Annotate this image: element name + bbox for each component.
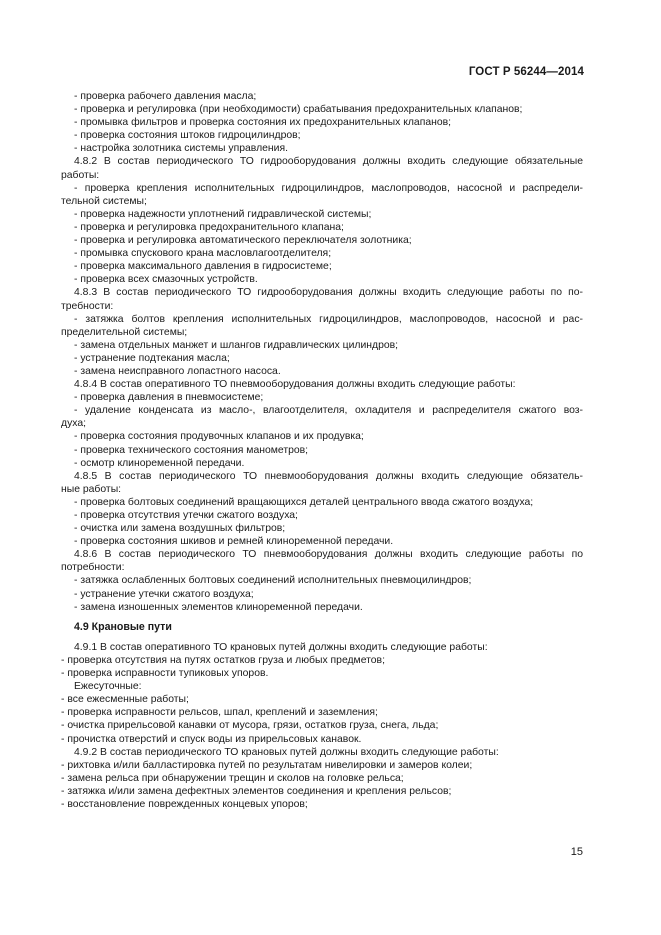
text-line: - все ежесменные работы; — [61, 694, 189, 706]
text-line: - проверка надежности уплотнений гидравлической системы; — [74, 208, 372, 220]
document-body — [61, 90, 583, 811]
text-line: - замена отдельных манжет и шлангов гидравлических цилиндров; — [74, 339, 399, 351]
text-line: пределительной системы; — [61, 326, 188, 338]
text-line: - затяжка и/или замена дефектных элементов соединения и крепления рельсов; — [61, 785, 452, 797]
text-line: - проверка отсутствия утечки сжатого воздуха; — [74, 510, 298, 521]
text-line: - проверка давления в пневмосистеме; — [74, 392, 264, 404]
text-line: - устранение подтекания масла; — [74, 352, 230, 364]
text-line: - промывка фильтров и проверка состояния их предохранительных клапанов; — [74, 117, 452, 129]
text-line: - проверка исправности рельсов, шпал, креплений и заземления; — [61, 707, 378, 719]
text-line: 4.9.2 В состав периодического ТО крановых путей должны входить следующие работы: — [74, 746, 499, 758]
text-line: 4.8.6 В состав периодического ТО пневмооборудования должны входить следующие работы по — [74, 549, 583, 561]
text-line: - удаление конденсата из масло-, влагоотделителя, охладителя и распределителя сжатого воз- — [74, 405, 583, 417]
text-line: - проверка и регулировка (при необходимости) срабатывания предохранительных клапанов; — [74, 104, 523, 116]
text-line: - замена изношенных элементов клиноременной передачи. — [74, 601, 363, 613]
text-line: - замена неисправного лопастного насоса. — [74, 365, 281, 377]
section-4-8-text — [61, 90, 583, 614]
text-line: - проверка состояния штоков гидроцилиндров; — [74, 130, 301, 142]
text-line: Ежесуточные: — [74, 681, 142, 693]
text-line: - проверка крепления исполнительных гидроцилиндров, маслопроводов, насосной и распредели- — [74, 182, 583, 194]
text-line: - проверка и регулировка автоматического переключателя золотника; — [74, 235, 412, 247]
text-line: - проверка технического состояния манометров; — [74, 444, 309, 456]
text-line: - проверка рабочего давления масла; — [74, 91, 257, 102]
text-line: - затяжка болтов крепления исполнительных гидроцилиндров, маслопроводов, насосной и рас- — [74, 313, 583, 325]
text-line: ные работы: — [61, 483, 122, 495]
text-line: 4.8.3 В состав периодического ТО гидрооборудования должны входить следующие работы по по- — [74, 287, 583, 299]
text-line: - затяжка ослабленных болтовых соединений исполнительных пневмоцилиндров; — [74, 575, 472, 587]
text-line: 4.8.4 В состав оперативного ТО пневмооборудования должны входить следующие работы: — [74, 379, 516, 391]
text-line: - очистка или замена воздушных фильтров; — [74, 523, 286, 535]
document-header: ГОСТ Р 56244—2014 — [468, 66, 584, 78]
section-heading: 4.9 Крановые пути — [74, 620, 172, 633]
text-line: - замена рельса при обнаружении трещин и сколов на головке рельса; — [61, 772, 404, 784]
text-line: - очистка прирельсовой канавки от мусора, грязи, остатков груза, снега, льда; — [61, 720, 439, 732]
text-line: - осмотр клиноременной передачи. — [74, 457, 245, 469]
text-line: - настройка золотника системы управления. — [74, 143, 288, 155]
text-line: - проверка исправности тупиковых упоров. — [61, 668, 269, 680]
text-line: - восстановление поврежденных концевых упоров; — [61, 798, 308, 810]
text-line: 4.8.5 В состав периодического ТО пневмооборудования должны входить следующие обязатель- — [74, 470, 583, 482]
text-line: - проверка состояния шкивов и ремней клиноременной передачи. — [74, 536, 394, 548]
text-line: - проверка всех смазочных устройств. — [74, 274, 258, 286]
text-line: - рихтовка и/или балластировка путей по результатам нивелировки и замеров колеи; — [61, 759, 473, 771]
text-line: - проверка отсутствия на путях остатков груза и любых предметов; — [61, 654, 385, 666]
text-line: работы: — [61, 169, 100, 181]
page-number: 15 — [570, 846, 583, 858]
text-line: - проверка и регулировка предохранительного клапана; — [74, 221, 344, 233]
section-4-9-text — [61, 641, 583, 811]
text-line: - проверка максимального давления в гидросистеме; — [74, 261, 332, 273]
text-line: потребности: — [61, 562, 125, 574]
text-line: 4.9.1 В состав оперативного ТО крановых путей должны входить следующие работы: — [74, 641, 488, 653]
text-line: 4.8.2 В состав периодического ТО гидрооборудования должны входить следующие обязательные — [74, 156, 583, 168]
text-line: - промывка спускового крана масловлагоотделителя; — [74, 248, 332, 260]
text-line: - проверка состояния продувочных клапанов и их продувка; — [74, 431, 364, 443]
text-line: - прочистка отверстий и спуск воды из прирельсовых канавок. — [61, 733, 362, 745]
text-line: тельной системы; — [61, 195, 147, 207]
text-line: - проверка болтовых соединений вращающихся деталей центрального ввода сжатого воздуха; — [74, 496, 534, 508]
text-line: - устранение утечки сжатого воздуха; — [74, 588, 254, 600]
text-line: требности: — [61, 300, 114, 312]
text-line: духа; — [61, 418, 87, 430]
